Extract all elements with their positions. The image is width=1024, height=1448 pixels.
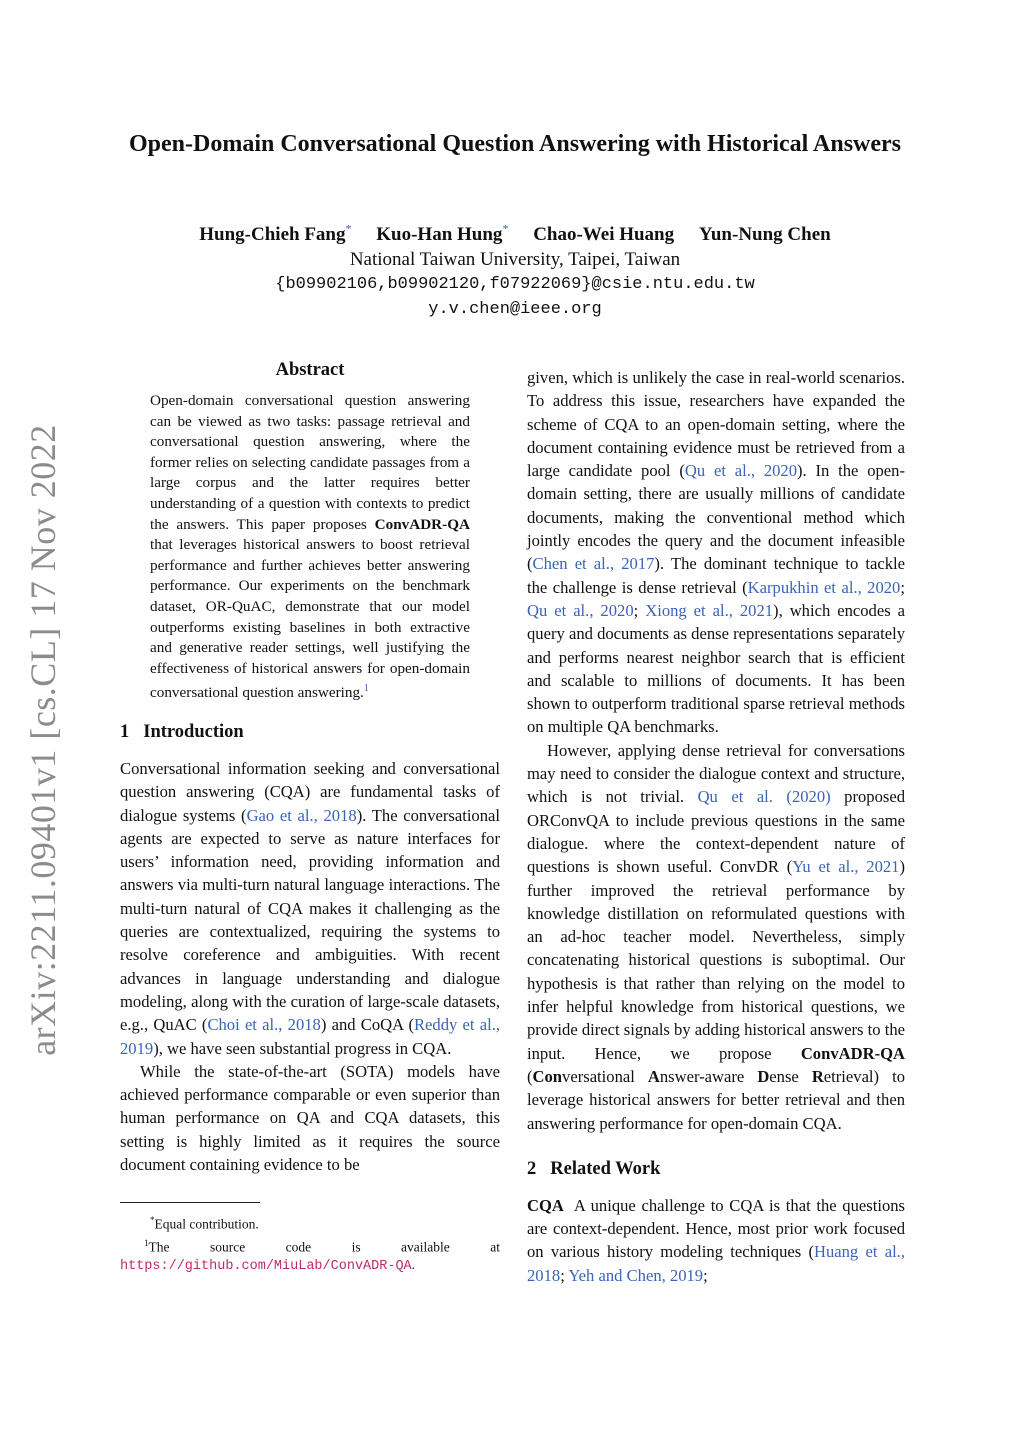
intro-paragraph-1: Conversational information seeking and conversational question answering (CQA) are fundamental tasks of dialogue systems (Gao et al., 2018). The conversational agents are expected to serve as nature interfaces for users’ information need, providing information and answers via multi-turn natural language interactions. The multi-turn natural of CQA makes it challenging as the queries are contextualized, requiring the systems to resolve coreference and ambiguities. With recent advances in language understanding and dialogue modeling, along with the curation of large-scale datasets, e.g., QuAC (Choi et al., 2018) and CoQA (Reddy et al., 2019), we have seen substantial progress in CQA. bbox=[120, 758, 501, 1058]
footnote-ref-1[interactable]: 1 bbox=[363, 683, 369, 695]
author-block bbox=[120, 217, 910, 322]
left-column bbox=[120, 360, 500, 1276]
citation-qu-2020-c[interactable]: Qu et al. (2020) bbox=[697, 787, 831, 807]
footnote-2: $^1$The source code is available at https://github.com/MiuLab/ConvADR-QA. bbox=[120, 1237, 500, 1275]
citation-qu-2020[interactable]: Qu et al., 2020 bbox=[684, 461, 798, 481]
section-heading-related-work: 2 Related Work bbox=[527, 1158, 661, 1179]
author-2: Kuo-Han Hung* bbox=[376, 222, 509, 246]
source-code-link[interactable]: https://github.com/MiuLab/ConvADR-QA bbox=[120, 1259, 412, 1275]
citation-yeh-chen-2019[interactable]: Yeh and Chen, 2019 bbox=[568, 1265, 704, 1285]
author-4: Yun-Nung Chen bbox=[698, 224, 831, 246]
right-paragraph-2: However, applying dense retrieval for conversations may need to consider the dialogue context and structure, which is not trivial. Qu et al. (2020) proposed ORConvQA to include previous questions in the same dialogue. where the context-dependent nature of questions is shown useful. ConvDR (Yu et al., 2021) further improved the retrieval performance by knowledge distillation on reformulated questions with an ad-hoc teacher model. Nevertheless, simply concatenating historical questions is suboptimal. Our hypothesis is that rather than relying on the model to infer helpful knowledge from historical questions, we provide direct signals by adding historical answers to the input. Hence, we propose ConvADR-QA (Conversational Answer-aware Dense Retrieval) to leverage historical answers for better retrieval and then answering performance for open-domain CQA. bbox=[527, 740, 905, 1133]
author-names bbox=[120, 217, 910, 247]
intro-paragraph-2: While the state-of-the-art (SOTA) models have achieved performance comparable or even superior than human performance on QA and CQA datasets, this setting is highly limited as it requires the source document containing evidence to be bbox=[120, 1061, 500, 1175]
abstract-heading: Abstract bbox=[275, 360, 345, 380]
arxiv-sidebar-stamp bbox=[8, 400, 78, 1080]
citation-huang-2018[interactable]: Huang et al., 2018 bbox=[527, 1242, 905, 1285]
author-1: Hung-Chieh Fang* bbox=[199, 222, 352, 246]
citation-qu-2020-b[interactable]: Qu et al., 2020 bbox=[527, 600, 634, 620]
citation-choi-2018[interactable]: Choi et al., 2018 bbox=[207, 1015, 321, 1035]
citation-reddy-2019[interactable]: Reddy et al., 2019 bbox=[120, 1015, 501, 1058]
citation-gao-2018[interactable]: Gao et al., 2018 bbox=[246, 805, 357, 825]
citation-karpukhin-2020[interactable]: Karpukhin et al., 2020 bbox=[747, 577, 901, 597]
section-heading-introduction: 1 Introduction bbox=[120, 721, 244, 742]
footnote-1: *Equal contribution. bbox=[150, 1215, 259, 1232]
email-line-1: {b09902106,b09902120,f07922069}@csie.ntu.edu.tw bbox=[275, 275, 755, 295]
affiliation: National Taiwan University, Taipei, Taiwan bbox=[349, 249, 681, 271]
arxiv-id: arXiv:2211.09401v1 [cs.CL] 17 Nov 2022 bbox=[23, 424, 64, 1056]
citation-xiong-2021[interactable]: Xiong et al., 2021 bbox=[645, 600, 774, 620]
email-line-2: y.v.chen@ieee.org bbox=[428, 300, 602, 320]
abstract-text: Open-domain conversational question answering can be viewed as two tasks: passage retrieval and conversational question answering, where the former relies on selecting candidate passages from a large corpus and the latter requires better understanding of a question with contexts to predict the answers. This paper proposes ConvADR-QA that leverages historical answers to boost retrieval performance and further achieves better answering performance. Our experiments on the benchmark dataset, OR-QuAC, demonstrate that our model outperforms existing baselines in both extractive and generative reader settings, well justifying the effectiveness of historical answers for open-domain conversational question answering.$^1$ bbox=[150, 392, 470, 702]
citation-chen-2017[interactable]: Chen et al., 2017 bbox=[532, 554, 655, 574]
right-column bbox=[527, 366, 905, 1287]
paragraph-heading-cqa: CQA bbox=[527, 1195, 564, 1215]
paper-title: Open-Domain Conversational Question Answering with Historical Answers bbox=[128, 131, 902, 157]
citation-yu-2021[interactable]: Yu et al., 2021 bbox=[792, 857, 900, 877]
footnote-rule bbox=[120, 1202, 260, 1203]
related-paragraph-cqa: CQA A unique challenge to CQA is that the questions are context-dependent. Hence, most prior work focused on various history modeling techniques (Huang et al., 2018; Yeh and Chen, 2019; bbox=[527, 1195, 905, 1285]
author-3: Chao-Wei Huang bbox=[533, 224, 675, 246]
right-paragraph-1: given, which is unlikely the case in real-world scenarios. To address this issue, researchers have expanded the scheme of CQA to an open-domain setting, where the document containing evidence must be retrieved from a large candidate pool (Qu et al., 2020). In the open-domain setting, there are usually millions of candidate documents, making the conventional method which jointly encodes the query and the document infeasible (Chen et al., 2017). The dominant technique to tackle the challenge is dense retrieval (Karpukhin et al., 2020; Qu et al., 2020; Xiong et al., 2021), which encodes a query and documents as dense representations separately and performs nearest neighbor search that is efficient and scalable to millions of documents. It has been shown to outperform traditional sparse retrieval methods on multiple QA benchmarks. bbox=[527, 368, 905, 737]
